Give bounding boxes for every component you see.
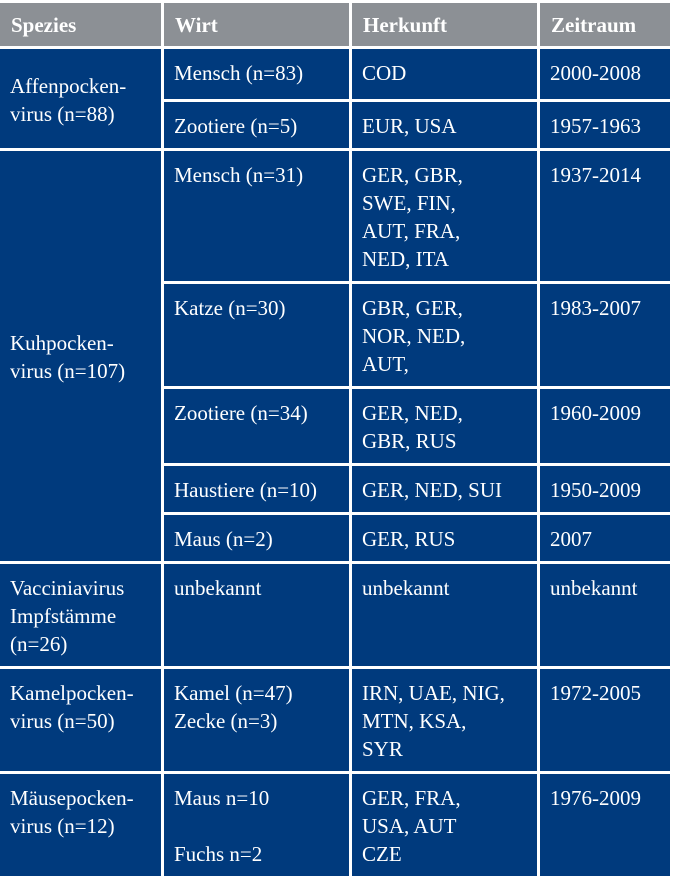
period-cell: 1960-2009	[540, 389, 670, 463]
origin-line: SWE, FIN,	[362, 191, 456, 215]
species-line: Impfstämme	[10, 604, 117, 628]
species-cell	[0, 669, 161, 771]
host-cell	[164, 774, 349, 876]
origin-line: MTN, KSA,	[362, 709, 467, 733]
period-cell: unbekannt	[540, 564, 670, 666]
host-line: Katze (n=30)	[174, 296, 286, 320]
origin-cell	[352, 389, 537, 463]
host-line: Zootiere (n=5)	[174, 114, 298, 138]
origin-cell	[352, 151, 537, 281]
origin-line: GER, GBR,	[362, 163, 463, 187]
host-cell	[164, 151, 349, 281]
host-line: unbekannt	[174, 576, 262, 600]
origin-line: GER, FRA,	[362, 786, 461, 810]
table-row	[0, 49, 670, 99]
host-cell	[164, 564, 349, 666]
origin-cell	[352, 669, 537, 771]
host-spacer	[174, 812, 341, 840]
table-row	[0, 151, 670, 281]
header-row	[0, 3, 670, 46]
host-line: Maus (n=2)	[174, 527, 273, 551]
origin-line: IRN, UAE, NIG,	[362, 681, 505, 705]
host-cell	[164, 102, 349, 148]
species-line: virus (n=88)	[10, 101, 115, 126]
host-line: Zecke (n=3)	[174, 709, 278, 733]
origin-line: EUR, USA	[362, 114, 457, 138]
origin-line: NED, ITA	[362, 247, 449, 271]
table-row	[0, 669, 670, 771]
period-cell: 1983-2007	[540, 284, 670, 386]
species-cell	[0, 564, 161, 666]
species-line: Vacciniavirus	[10, 576, 125, 600]
host-line: Maus n=10	[174, 786, 270, 810]
host-line: Kamel (n=47)	[174, 681, 293, 705]
origin-line: AUT, FRA,	[362, 219, 461, 243]
species-line: (n=26)	[10, 632, 68, 656]
period-cell: 2007	[540, 515, 670, 561]
species-line: virus (n=107)	[10, 359, 126, 383]
origin-cell	[352, 49, 537, 99]
origin-cell	[352, 102, 537, 148]
origin-cell	[352, 284, 537, 386]
host-cell	[164, 515, 349, 561]
table-row	[0, 564, 670, 666]
origin-line: USA, AUT	[362, 814, 457, 838]
period-cell: 1937-2014	[540, 151, 670, 281]
host-cell	[164, 49, 349, 99]
species-line: Mäusepocken-	[10, 786, 134, 810]
origin-line: GBR, GER,	[362, 296, 463, 320]
origin-line: NOR, NED,	[362, 324, 466, 348]
origin-line: GER, NED,	[362, 401, 463, 425]
host-line: Fuchs n=2	[174, 842, 263, 866]
host-line: Zootiere (n=34)	[174, 401, 308, 425]
period-cell: 1957-1963	[540, 102, 670, 148]
species-line: virus (n=12)	[10, 814, 115, 838]
period-cell: 1976-2009	[540, 774, 670, 876]
species-cell	[0, 49, 161, 148]
header-species: Spezies	[0, 3, 161, 46]
period-cell: 1950-2009	[540, 466, 670, 512]
period-cell: 2000-2008	[540, 49, 670, 99]
species-cell	[0, 774, 161, 876]
host-line: Mensch (n=83)	[174, 61, 304, 85]
origin-line: CZE	[362, 842, 402, 866]
host-line: Mensch (n=31)	[174, 163, 304, 187]
origin-cell	[352, 774, 537, 876]
host-cell	[164, 389, 349, 463]
origin-line: GBR, RUS	[362, 429, 457, 453]
table-row	[0, 774, 670, 876]
origin-cell	[352, 515, 537, 561]
host-cell	[164, 669, 349, 771]
host-cell	[164, 466, 349, 512]
host-line: Haustiere (n=10)	[174, 478, 318, 502]
header-host: Wirt	[164, 3, 349, 46]
origin-line: GER, RUS	[362, 527, 456, 551]
species-line: Kuhpocken-	[10, 331, 114, 355]
header-origin: Herkunft	[352, 3, 537, 46]
period-cell: 1972-2005	[540, 669, 670, 771]
species-line: Kamelpocken-	[10, 681, 134, 705]
species-line: virus (n=50)	[10, 709, 115, 733]
origin-line: SYR	[362, 737, 403, 761]
host-cell	[164, 284, 349, 386]
origin-line: GER, NED, SUI	[362, 478, 502, 502]
species-cell	[0, 151, 161, 561]
origin-line: COD	[362, 61, 407, 85]
origin-cell	[352, 564, 537, 666]
header-period: Zeitraum	[540, 3, 670, 46]
species-line: Affenpocken-	[10, 73, 127, 98]
origin-line: unbekannt	[362, 576, 450, 600]
origin-line: AUT,	[362, 352, 409, 376]
origin-cell	[352, 466, 537, 512]
